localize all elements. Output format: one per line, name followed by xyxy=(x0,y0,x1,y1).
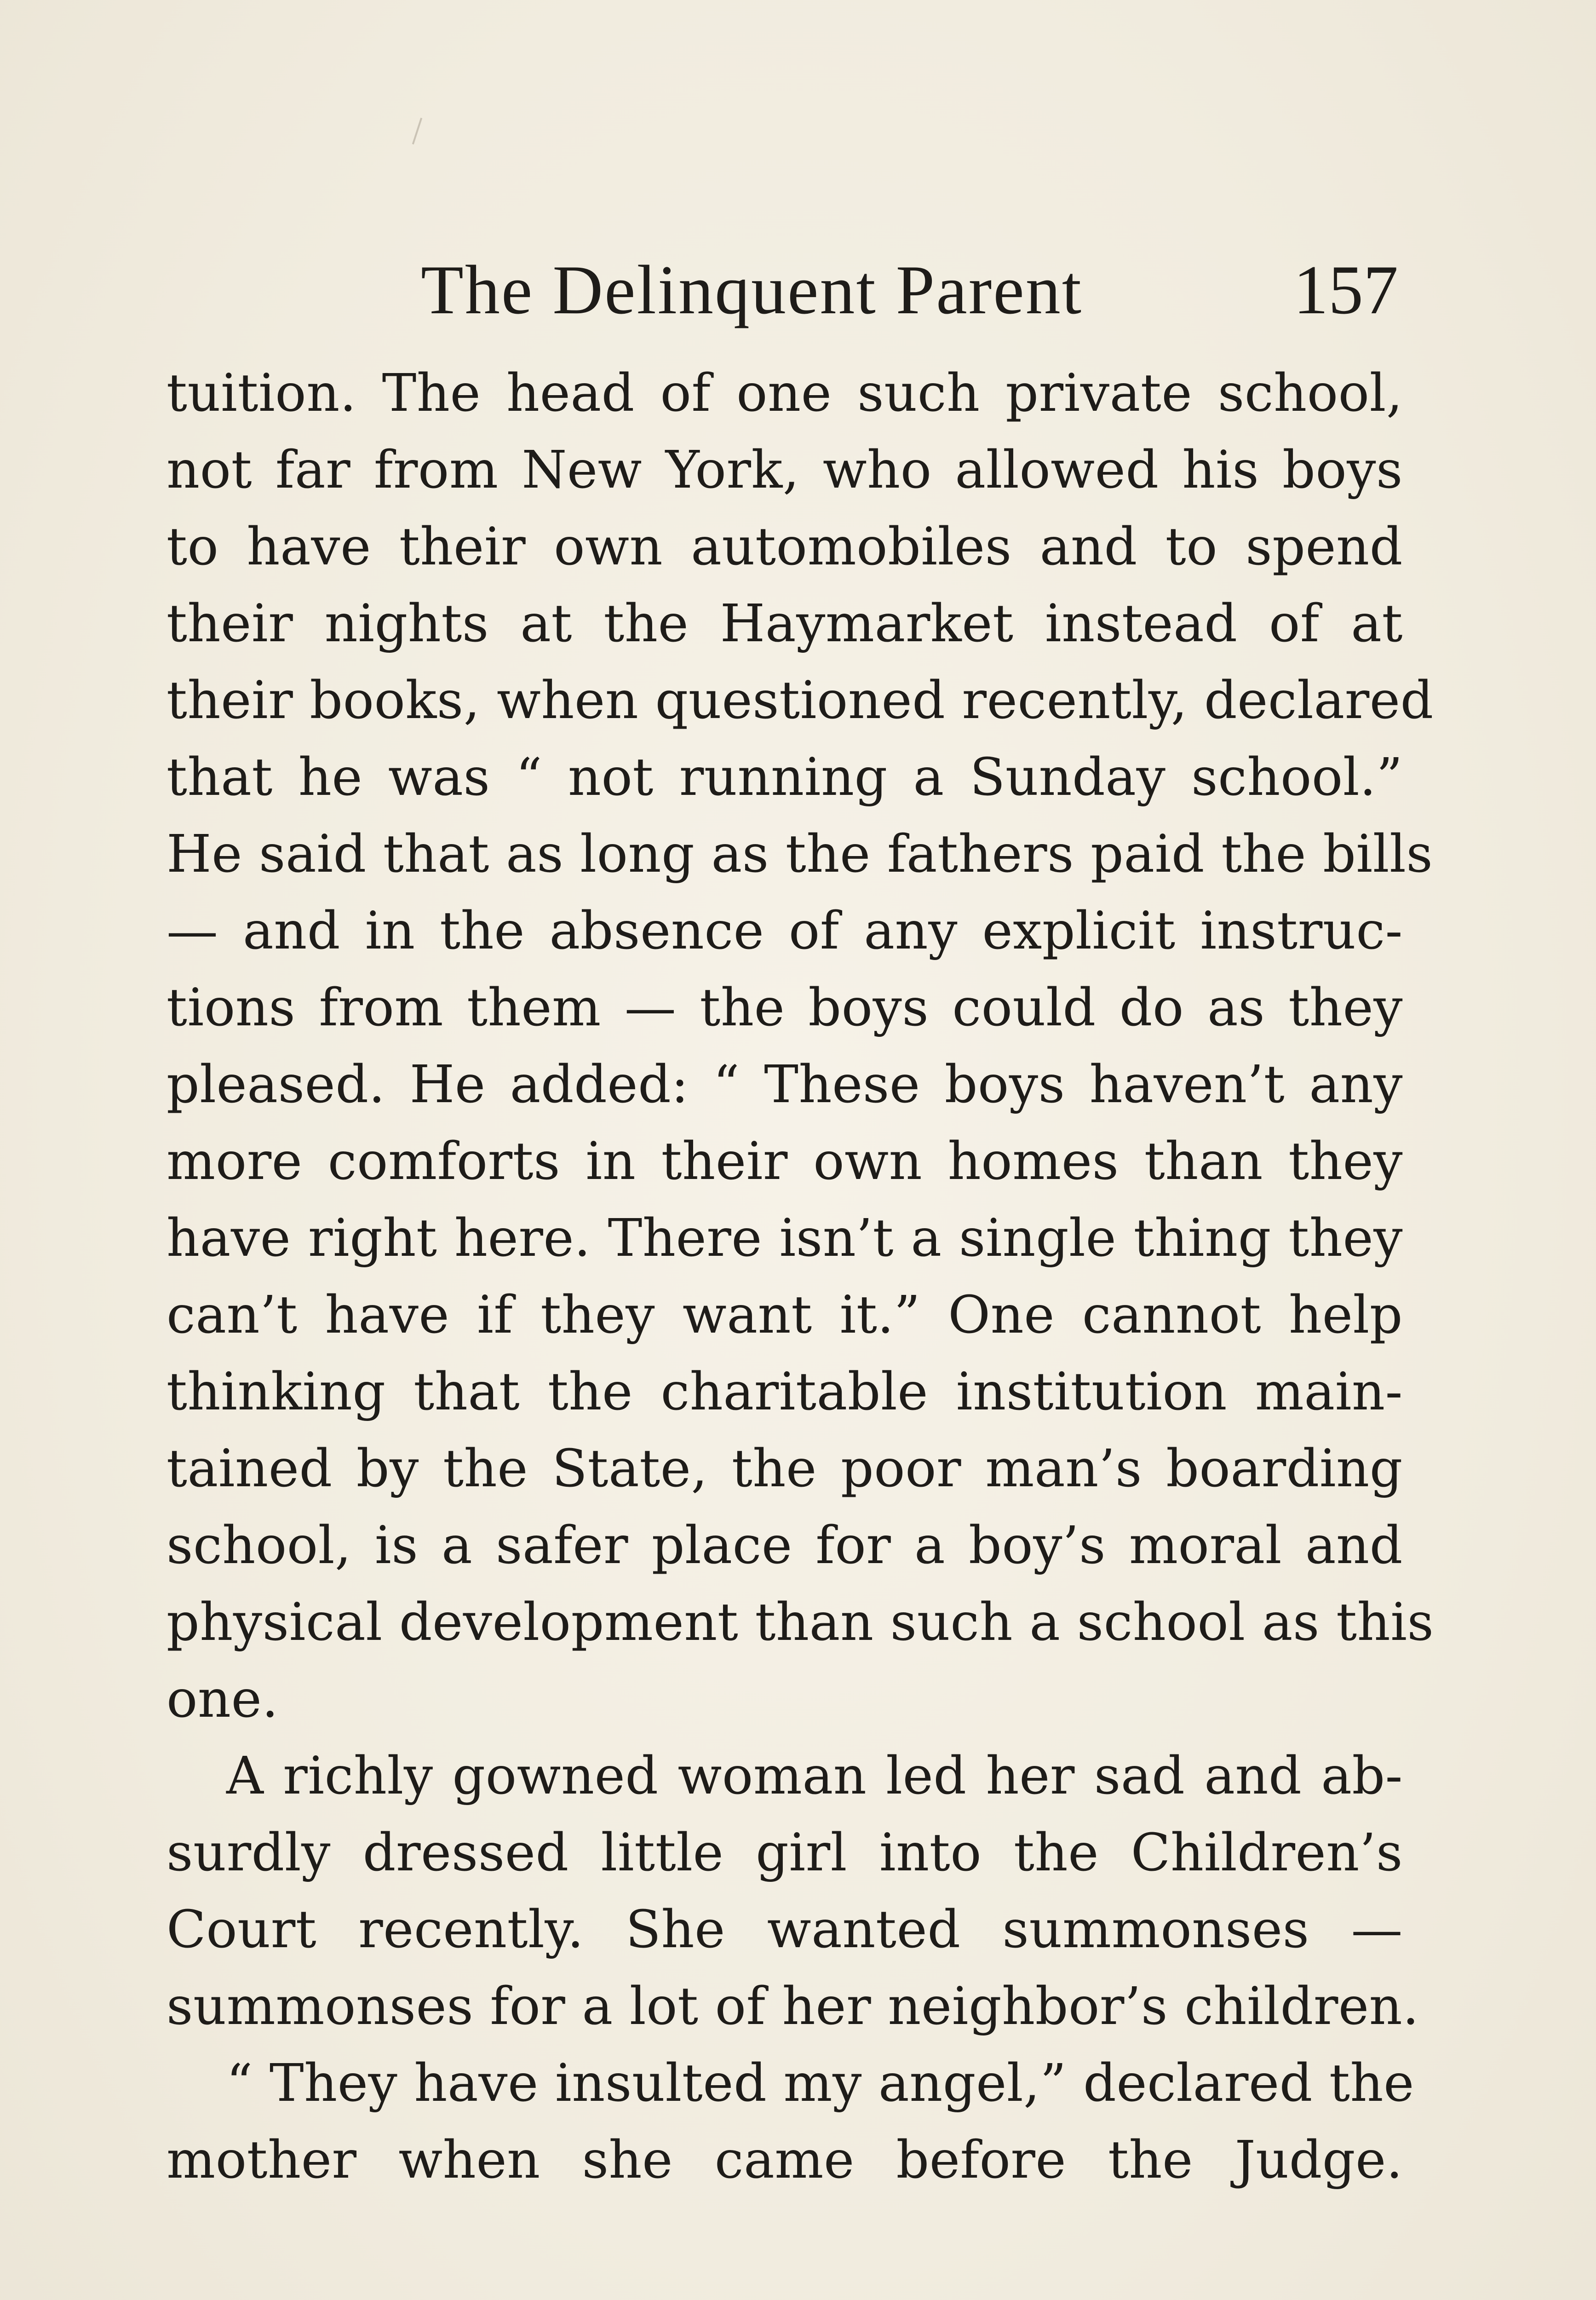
text-line: summonses for a lot of her neighbor’s children. xyxy=(166,1977,1419,2036)
text-line: surdly dressed little girl into the Children’s xyxy=(166,1823,1403,1883)
text-line: that he was “ not running a Sunday school.” xyxy=(166,748,1403,807)
text-line: “ They have insulted my angel,” declared the xyxy=(226,2053,1414,2113)
text-line: can’t have if they want it.” One cannot help xyxy=(166,1285,1403,1345)
body-text xyxy=(166,355,1434,2199)
text-line: tions from them — the boys could do as they xyxy=(166,978,1403,1038)
text-line: their books, when questioned recently, declared xyxy=(166,671,1434,730)
text-line: school, is a safer place for a boy’s moral and xyxy=(166,1516,1403,1576)
running-title: The Delinquent Parent xyxy=(421,251,1083,328)
text-line: He said that as long as the fathers paid the bills xyxy=(166,824,1433,884)
text-line: their nights at the Haymarket instead of at xyxy=(166,594,1403,654)
paper-speck xyxy=(412,118,422,144)
text-line: — and in the absence of any explicit instruc- xyxy=(166,901,1403,961)
text-line: not far from New York, who allowed his boys xyxy=(166,440,1403,500)
text-line: to have their own automobiles and to spend xyxy=(166,517,1403,577)
text-line: tained by the State, the poor man’s boarding xyxy=(166,1439,1403,1499)
text-line: one. xyxy=(166,1669,279,1729)
text-line: tuition. The head of one such private school, xyxy=(166,363,1403,423)
text-line: more comforts in their own homes than they xyxy=(166,1132,1403,1191)
page-number: 157 xyxy=(1293,251,1398,328)
running-header xyxy=(166,251,1398,329)
text-line: physical development than such a school as this xyxy=(166,1593,1434,1652)
text-line: Court recently. She wanted summonses — xyxy=(166,1900,1403,1960)
text-line: pleased. He added: “ These boys haven’t any xyxy=(166,1055,1403,1115)
text-line: thinking that the charitable institution main- xyxy=(166,1362,1403,1422)
text-line: have right here. There isn’t a single thing they xyxy=(166,1208,1403,1268)
text-line: mother when she came before the Judge. xyxy=(166,2130,1403,2190)
text-line: A richly gowned woman led her sad and ab- xyxy=(226,1746,1403,1806)
